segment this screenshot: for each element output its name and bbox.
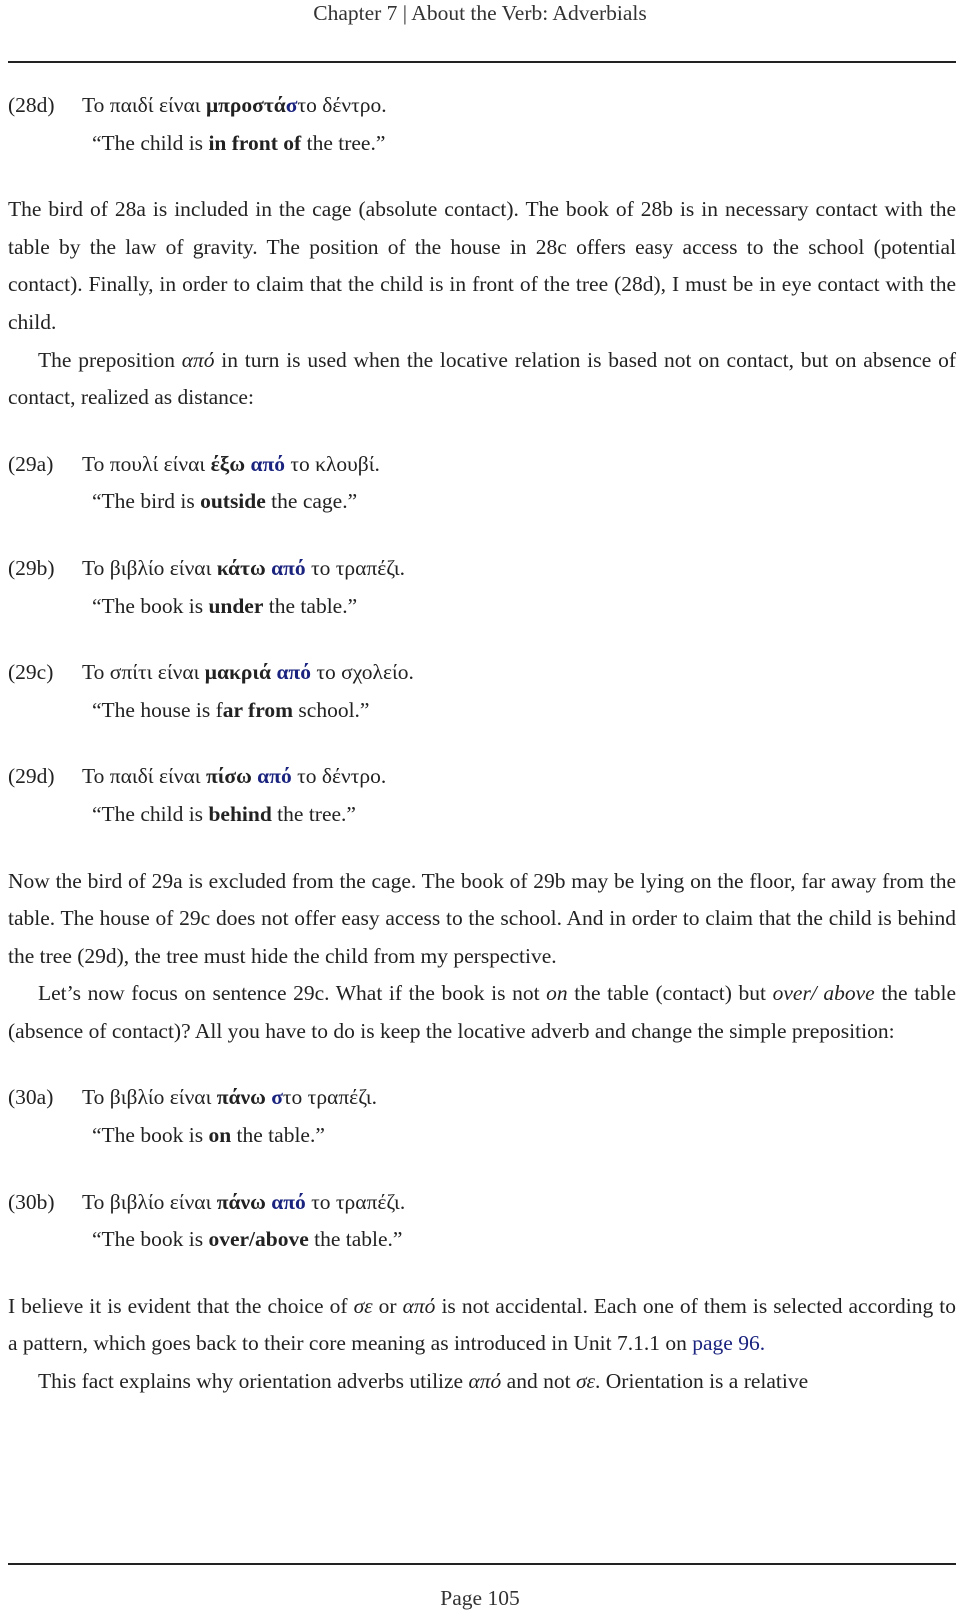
locative-adverb: πίσω xyxy=(205,764,252,789)
greek-sentence: Το παιδί είναι μπροστάστο δέντρο. xyxy=(82,93,387,117)
page-number: Page 105 xyxy=(440,1586,520,1610)
english-translation: “The child is behind the tree.” xyxy=(92,801,356,826)
greek-sentence: Το βιβλίο είναι κάτω από το τραπέζι. xyxy=(82,555,406,580)
example-number: (30b) xyxy=(8,1189,55,1214)
preposition: από xyxy=(257,764,292,789)
locative-adverb: έξω xyxy=(210,451,246,476)
paragraph-3: Now the bird of 29a is excluded from the cage. The book of 29b may be lying on the floor, far away from the table. The house of 29c does not offer easy access to the school. And in order to claim that the child is behind the tree (29d), the tree must hide the child from my perspective. xyxy=(8,868,956,968)
english-translation: “The child is in front of the tree.” xyxy=(92,130,386,155)
locative-adverb: κάτω xyxy=(216,555,266,580)
english-translation: “The house is far from school.” xyxy=(92,697,370,722)
example-29d xyxy=(8,758,956,833)
page-96-link[interactable]: page 96. xyxy=(692,1331,766,1356)
example-30b xyxy=(8,1184,956,1259)
english-translation: “The book is under the table.” xyxy=(92,593,358,618)
example-29b xyxy=(8,550,956,625)
example-28d xyxy=(8,87,956,162)
preposition: από xyxy=(271,555,306,580)
example-29c xyxy=(8,654,956,729)
paragraph-2: The preposition από in turn is used when the locative relation is based not on contact, but on absence of contact, realized as distance: xyxy=(8,347,956,410)
greek-sentence: Το πουλί είναι έξω από το κλουβί. xyxy=(82,451,380,476)
example-30a xyxy=(8,1079,956,1154)
locative-adverb: μακριά xyxy=(204,660,272,685)
paragraph-1: The bird of 28a is included in the cage (absolute contact). The book of 28b is in necessary contact with the table by the law of gravity. The position of the house in 28c offers easy access to the school (potential contact). Finally, in order to claim that the child is in front of the tree (28d), I must be in eye contact with the child. xyxy=(8,197,956,334)
paragraph-6: This fact explains why orientation adverbs utilize από and not σε. Orientation is a relative xyxy=(38,1369,809,1394)
preposition: σ xyxy=(271,1085,283,1110)
example-number: (29c) xyxy=(8,660,54,685)
english-translation: “The book is on the table.” xyxy=(92,1123,325,1148)
example-number: (29a) xyxy=(8,451,54,476)
footer-rule xyxy=(8,1563,956,1565)
paragraph-5: I believe it is evident that the choice of σε or από is not accidental. Each one of them is selected according to a pattern, which goes back to their core meaning as introduced in Unit 7.1.1 on page 96. xyxy=(8,1293,956,1356)
running-header: Chapter 7 | About the Verb: Adverbials xyxy=(313,1,647,25)
english-translation: “The book is over/above the table.” xyxy=(92,1227,403,1252)
example-number: (29b) xyxy=(8,555,55,580)
preposition: από xyxy=(276,660,311,685)
paragraph-4: Let’s now focus on sentence 29c. What if the book is not on the table (contact) but over/ above the table (absence of contact)? All you have to do is keep the locative adverb and change the simple preposition: xyxy=(8,981,956,1043)
example-number: (29d) xyxy=(8,764,55,789)
example-number: (28d) xyxy=(8,93,55,117)
example-number: (30a) xyxy=(8,1085,54,1110)
greek-sentence: Το βιβλίο είναι πάνω στο τραπέζι. xyxy=(82,1085,377,1110)
preposition: από xyxy=(271,1189,306,1214)
preposition: σ xyxy=(285,93,298,117)
page-body xyxy=(8,87,956,1401)
locative-adverb: πάνω xyxy=(216,1189,266,1214)
locative-adverb: μπροστά xyxy=(205,93,286,117)
example-29a xyxy=(8,446,956,521)
english-translation: “The bird is outside the cage.” xyxy=(92,489,358,514)
greek-sentence: Το σπίτι είναι μακριά από το σχολείο. xyxy=(82,660,414,685)
header-rule xyxy=(8,61,956,63)
preposition: από xyxy=(250,451,285,476)
greek-sentence: Το παιδί είναι πίσω από το δέντρο. xyxy=(82,764,387,789)
greek-sentence: Το βιβλίο είναι πάνω από το τραπέζι. xyxy=(82,1189,406,1214)
locative-adverb: πάνω xyxy=(216,1085,266,1110)
